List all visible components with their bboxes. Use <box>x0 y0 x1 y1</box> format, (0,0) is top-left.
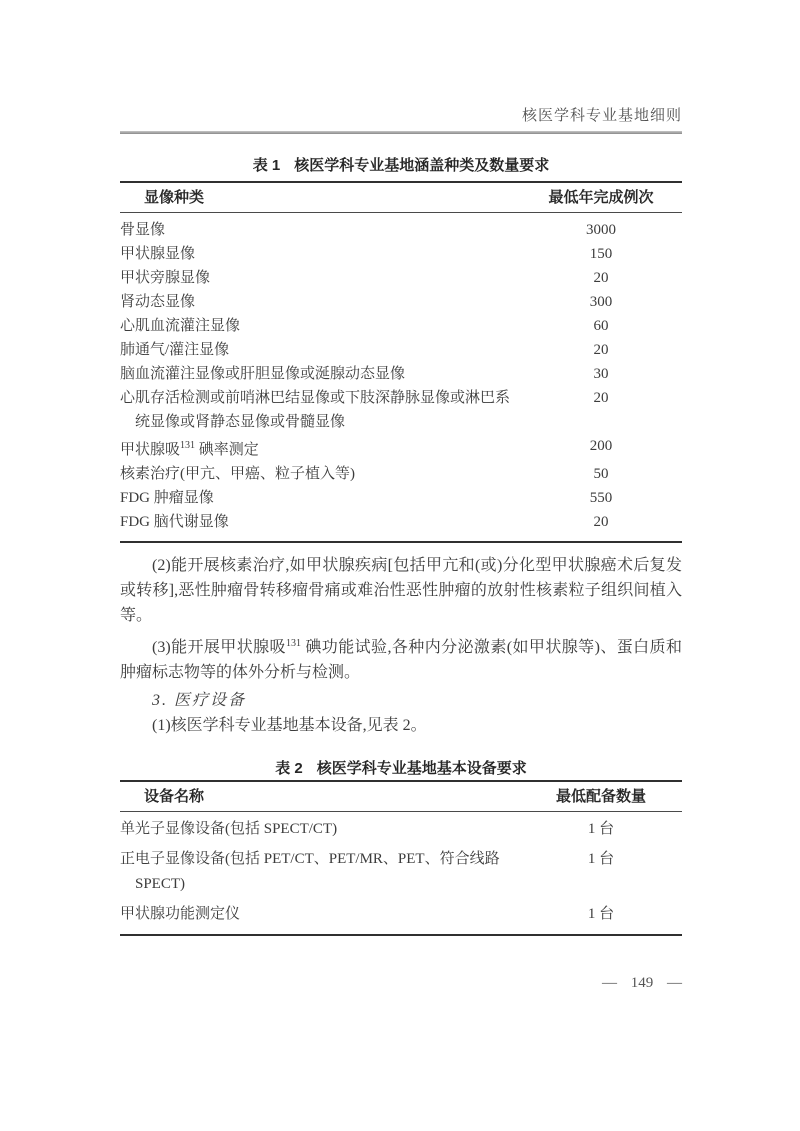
table-row <box>120 266 682 290</box>
table1-col-type: 显像种类 <box>144 189 205 206</box>
row-label: 核素治疗(甲亢、甲癌、粒子植入等) <box>120 466 355 482</box>
table-row <box>120 314 682 338</box>
paragraph-3-text: 碘功能试验,各种内分泌激素(如甲状腺等)、蛋白质和肿瘤标志物等的体外分析与检测。 <box>120 639 682 681</box>
paragraph-2: (2)能开展核素治疗,如甲状腺疾病[包括甲亢和(或)分化型甲状腺癌术后复发或转移],恶性肿瘤骨转移瘤骨痛或难治性恶性肿瘤的放射性核素粒子组织间植入等。 <box>120 557 682 624</box>
row-value: 60 <box>593 318 609 334</box>
table1-col-min: 最低年完成例次 <box>548 189 654 206</box>
row-label: 脑血流灌注显像或肝胆显像或涎腺动态显像 <box>120 366 406 382</box>
row-value: 1 台 <box>587 906 615 922</box>
row-label: 甲状腺显像 <box>120 246 196 262</box>
row-label: 骨显像 <box>120 222 166 238</box>
table-row <box>120 510 682 534</box>
isotope-superscript: 131 <box>180 440 196 451</box>
table1-caption-label: 表 1 <box>252 157 281 174</box>
page-number: — 149 — <box>602 975 682 991</box>
row-label: 心肌血流灌注显像 <box>120 318 241 334</box>
row-value: 200 <box>589 438 613 454</box>
table-row <box>120 362 682 386</box>
row-value: 150 <box>589 246 613 262</box>
row-label: 正电子显像设备(包括 PET/CT、PET/MR、PET、符合线路 SPECT) <box>120 851 500 892</box>
row-label-text: 碘率测定 <box>195 442 259 458</box>
table-row <box>120 486 682 510</box>
row-value: 1 台 <box>587 851 615 867</box>
paragraph-1-devices: (1)核医学科专业基地基本设备,见表 2。 <box>152 717 427 734</box>
table-row <box>120 290 682 314</box>
row-label: FDG 脑代谢显像 <box>120 514 229 530</box>
table-row <box>120 338 682 362</box>
table-row <box>120 242 682 266</box>
table-row <box>120 218 682 242</box>
row-value: 3000 <box>586 222 616 238</box>
row-value: 20 <box>593 390 609 406</box>
row-label: 单光子显像设备(包括 SPECT/CT) <box>120 821 338 837</box>
body-text <box>120 553 682 738</box>
row-label-text: 甲状腺吸 <box>120 442 181 458</box>
table2-caption-title: 核医学科专业基地基本设备要求 <box>316 760 527 777</box>
table-row <box>120 434 682 462</box>
table-row <box>120 847 682 897</box>
table2-caption-label: 表 2 <box>275 760 303 777</box>
header-rule <box>120 131 682 134</box>
table1-caption <box>120 154 682 175</box>
row-label: 肺通气/灌注显像 <box>120 342 230 358</box>
table2 <box>120 780 682 936</box>
table1 <box>120 181 682 543</box>
table2-body <box>120 812 682 934</box>
row-label: 甲状腺功能测定仪 <box>120 906 241 922</box>
row-value: 20 <box>593 514 609 530</box>
isotope-superscript: 131 <box>285 638 301 649</box>
row-value: 50 <box>593 466 609 482</box>
row-label: 甲状旁腺显像 <box>120 270 211 286</box>
table-row <box>120 462 682 486</box>
table2-header-row <box>120 782 682 812</box>
section-heading-medical-equipment: 3. 医疗设备 <box>152 692 247 709</box>
paragraph-3 <box>120 631 682 685</box>
row-value: 30 <box>593 366 609 382</box>
row-value: 20 <box>593 342 609 358</box>
running-head: 核医学科专业基地细则 <box>521 108 682 124</box>
row-label: FDG 肿瘤显像 <box>120 490 214 506</box>
table1-header-row <box>120 183 682 213</box>
row-value: 550 <box>589 490 613 506</box>
table-row <box>120 817 682 842</box>
row-label <box>120 434 520 462</box>
row-value: 20 <box>593 270 609 286</box>
table-row <box>120 386 682 434</box>
table2-caption <box>120 757 682 778</box>
row-label: 肾动态显像 <box>120 294 196 310</box>
table1-body <box>120 213 682 541</box>
table2-col-min: 最低配备数量 <box>555 788 646 805</box>
table1-caption-title: 核医学科专业基地涵盖种类及数量要求 <box>294 157 550 174</box>
table2-col-name: 设备名称 <box>144 788 205 805</box>
row-label: 心肌存活检测或前哨淋巴结显像或下肢深静脉显像或淋巴系统显像或肾静态显像或骨髓显像 <box>120 390 511 430</box>
row-value: 300 <box>589 294 613 310</box>
paragraph-3-text: (3)能开展甲状腺吸 <box>152 639 286 656</box>
table-row <box>120 902 682 927</box>
row-value: 1 台 <box>587 821 615 837</box>
